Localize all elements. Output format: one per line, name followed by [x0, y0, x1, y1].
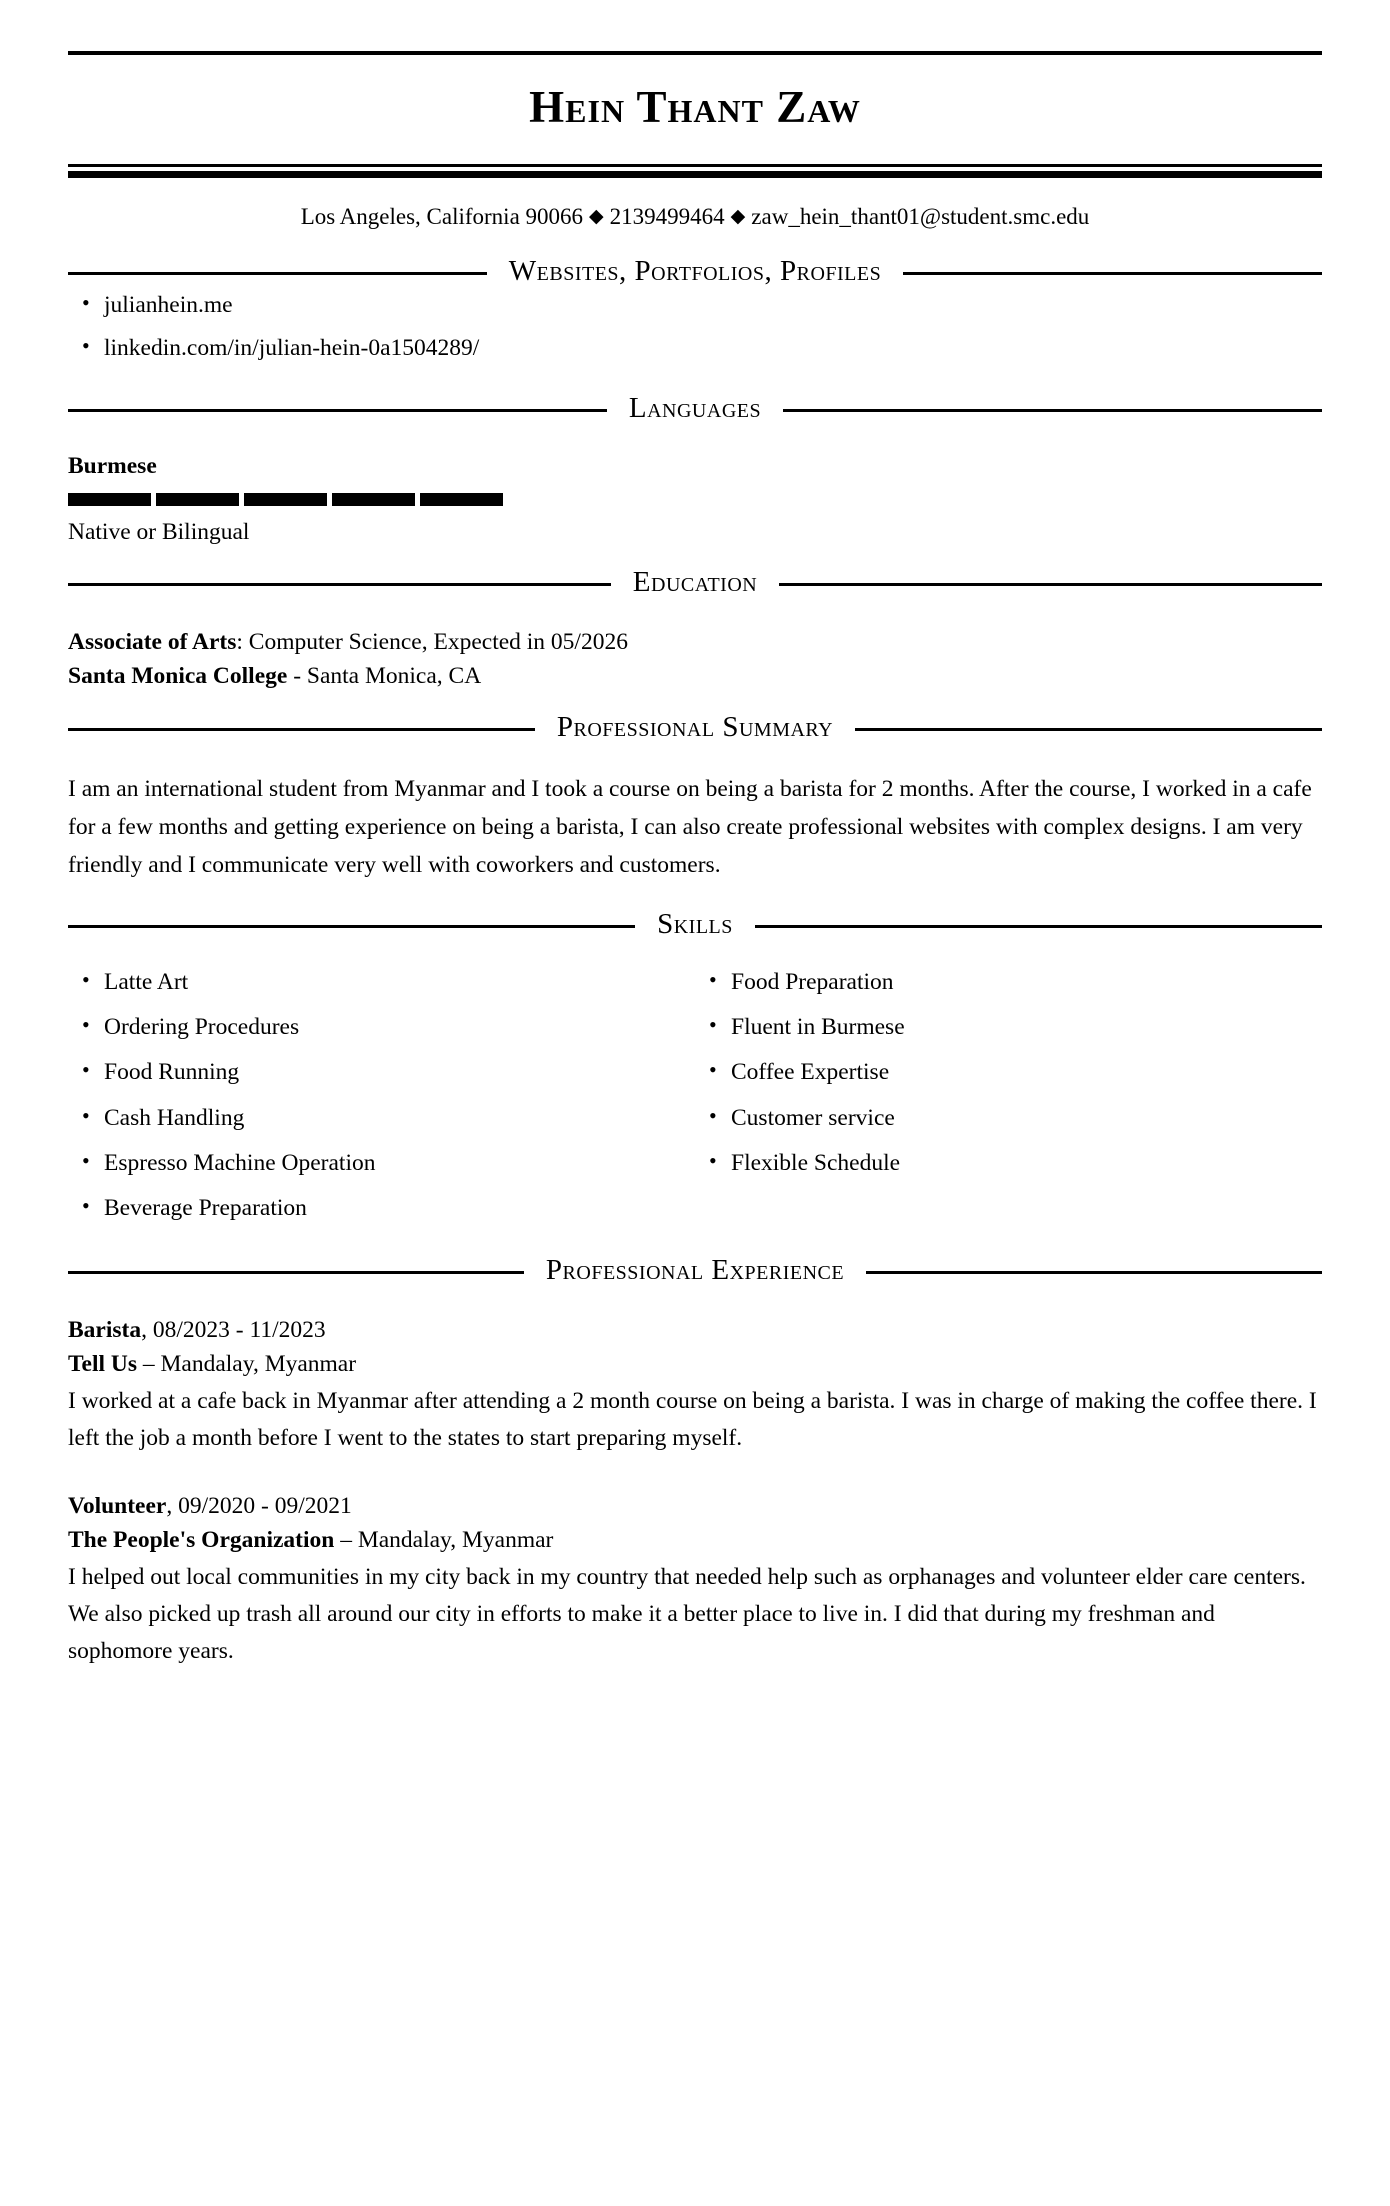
education-degree-line: [68, 625, 1322, 659]
proficiency-segment: [332, 493, 415, 506]
language-entry: [68, 451, 1322, 548]
skill-label: Food Preparation: [731, 969, 894, 996]
experience-location: – Mandalay, Myanmar: [137, 1350, 357, 1377]
list-item: [695, 1010, 1322, 1044]
experience-description: I helped out local communities in my city back in my country that needed help such as orphanages and volunteer elder care centers. We also picked up trash all around our city in efforts to make it a better place to live in. I did that during my freshman and sophomore years.: [68, 1564, 1306, 1665]
section-title: Professional Summary: [556, 711, 834, 744]
skill-label: Flexible Schedule: [731, 1149, 901, 1176]
language-level: Native or Bilingual: [68, 519, 250, 546]
education-degree-detail: : Computer Science, Expected in 05/2026: [236, 629, 628, 656]
experience-role: Barista: [68, 1316, 142, 1343]
experience-company-line: [68, 1347, 1322, 1381]
section-heading-websites: [68, 254, 1322, 288]
list-item: [695, 965, 1322, 999]
websites-list: [68, 288, 1322, 365]
skill-label: Fluent in Burmese: [731, 1014, 905, 1041]
education-school-detail: - Santa Monica, CA: [287, 663, 482, 690]
experience-role: Volunteer: [68, 1493, 167, 1520]
experience-company-line: [68, 1523, 1322, 1557]
list-item: [695, 1055, 1322, 1089]
section-heading-skills: [68, 908, 1322, 941]
experience-location: – Mandalay, Myanmar: [334, 1527, 554, 1554]
language-proficiency-bar: [68, 493, 1322, 506]
section-rule-right: [755, 925, 1322, 928]
skill-label: Food Running: [104, 1059, 240, 1086]
experience-entry: [68, 1489, 1322, 1671]
proficiency-segment: [244, 493, 327, 506]
list-item: [68, 1191, 695, 1225]
section-rule-left: [68, 409, 607, 412]
section-heading-education: [68, 566, 1322, 599]
education-school: Santa Monica College: [68, 663, 288, 690]
contact-separator-icon: ◆: [730, 206, 746, 227]
list-item: [68, 1101, 695, 1135]
list-item: [695, 1101, 1322, 1135]
list-item: [695, 1146, 1322, 1180]
section-rule-left: [68, 272, 487, 275]
section-rule-right: [903, 272, 1322, 275]
summary-text: I am an international student from Myanmar and I took a course on being a barista for 2 months. After the course, I worked in a cafe for a few months and getting experience on being a barista, I can also create professional websites with complex designs. I am very friendly and I communicate very well with coworkers and customers.: [68, 776, 1312, 879]
list-item: [68, 965, 695, 999]
experience-company: The People's Organization: [68, 1527, 335, 1554]
section-rule-left: [68, 583, 611, 586]
list-item[interactable]: [68, 288, 1322, 322]
section-rule-left: [68, 728, 535, 731]
skills-left-column: [68, 965, 695, 1235]
website-link[interactable]: julianhein.me: [104, 291, 233, 318]
list-item: [68, 1146, 695, 1180]
contact-separator-icon: ◆: [589, 206, 604, 227]
section-rule-right: [855, 728, 1322, 731]
section-heading-summary: [68, 711, 1322, 744]
section-title: Websites, Portfolios, Profiles: [508, 254, 882, 287]
header-top-rule: [68, 51, 1322, 55]
section-rule-right: [779, 583, 1322, 586]
skill-label: Espresso Machine Operation: [104, 1149, 376, 1176]
proficiency-segment: [156, 493, 239, 506]
experience-dates: , 09/2020 - 09/2021: [166, 1493, 352, 1520]
list-item[interactable]: [68, 331, 1322, 365]
list-item: [68, 1010, 695, 1044]
proficiency-segment: [420, 493, 503, 506]
proficiency-segment: [68, 493, 151, 506]
language-name: Burmese: [68, 452, 157, 479]
section-title: Languages: [628, 391, 762, 424]
section-rule-left: [68, 1271, 524, 1274]
skill-label: Beverage Preparation: [104, 1194, 307, 1221]
experience-description: I worked at a cafe back in Myanmar after attending a 2 month course on being a barista. I was in charge of making the coffee there. I left the job a month before I went to the states to start preparing myself.: [68, 1387, 1317, 1451]
contact-line: [68, 203, 1322, 231]
education-entry: [68, 625, 1322, 693]
section-rule-left: [68, 925, 635, 928]
skills-right-column: [695, 965, 1322, 1235]
experience-role-line: [68, 1489, 1322, 1523]
section-rule-right: [783, 409, 1322, 412]
experience-role-line: [68, 1313, 1322, 1347]
section-heading-languages: [68, 391, 1322, 425]
page-title: Hein Thant Zaw: [529, 82, 861, 132]
section-title: Professional Experience: [545, 1253, 845, 1286]
contact-email: zaw_hein_thant01@student.smc.edu: [751, 204, 1090, 229]
skill-label: Customer service: [731, 1104, 895, 1131]
education-degree: Associate of Arts: [68, 629, 237, 656]
header-rule-thick: [68, 171, 1322, 178]
header-double-rule: [68, 164, 1322, 178]
experience-entry: [68, 1313, 1322, 1457]
skill-label: Ordering Procedures: [104, 1014, 300, 1041]
contact-phone: 2139499464: [609, 204, 725, 229]
experience-dates: , 08/2023 - 11/2023: [141, 1316, 326, 1343]
website-link[interactable]: linkedin.com/in/julian-hein-0a1504289/: [104, 334, 480, 361]
skill-label: Coffee Expertise: [731, 1059, 890, 1086]
section-heading-experience: [68, 1253, 1322, 1287]
experience-list: [68, 1313, 1322, 1671]
resume-page: [0, 51, 1390, 2206]
skill-label: Latte Art: [104, 969, 189, 996]
list-item: [68, 1055, 695, 1089]
contact-location: Los Angeles, California 90066: [300, 204, 584, 229]
section-title: Skills: [657, 908, 733, 941]
experience-company: Tell Us: [68, 1350, 137, 1377]
education-school-line: [68, 659, 1322, 693]
section-title: Education: [632, 566, 758, 599]
skill-label: Cash Handling: [104, 1104, 245, 1131]
skills-columns: [68, 965, 1322, 1235]
section-rule-right: [866, 1271, 1322, 1274]
